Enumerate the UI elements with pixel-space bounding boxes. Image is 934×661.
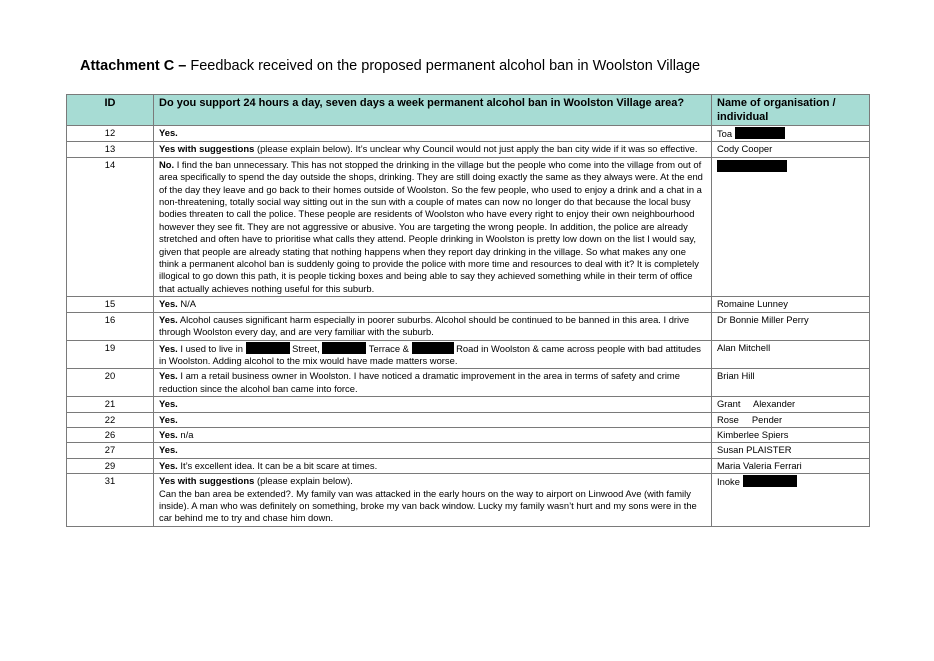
row-name: Grant Alexander (712, 397, 870, 412)
header-row (67, 95, 870, 126)
response-answer: Yes. (159, 444, 178, 456)
response-comment-part: Road in Woolston & came across people with bad attitudes in Woolston. Adding alcohol to the mix would have made matters worse. (159, 342, 701, 366)
row-name (712, 474, 870, 527)
table-row (67, 142, 870, 157)
respondent-name: Cody Cooper (717, 143, 773, 155)
row-id: 20 (67, 369, 154, 397)
response-comment: Alcohol causes significant harm especially in poorer suburbs. Alcohol should be continued to be banned in this area. I drive through Woolston every day, and are very familiar with the suburb. (159, 313, 690, 338)
row-name: Dr Bonnie Miller Perry (712, 312, 870, 340)
row-response (154, 297, 712, 312)
response-comment-part: Street, (289, 342, 323, 354)
row-name (712, 157, 870, 296)
row-response (154, 142, 712, 157)
redaction-block (743, 475, 797, 487)
row-name: Alan Mitchell (712, 340, 870, 369)
redaction-block (412, 342, 454, 354)
row-response (154, 443, 712, 458)
row-id: 13 (67, 142, 154, 157)
row-response (154, 412, 712, 427)
redaction-block (246, 342, 290, 354)
response-answer: Yes. (159, 370, 178, 382)
response-answer: Yes with suggestions (159, 143, 255, 155)
response-comment: n/a (177, 428, 194, 440)
response-comment-detail: Can the ban area be extended?. My family van was attacked in the early hours on the way to airport on Linwood Ave (with family inside). A man who was definitely on something, broke my van back window. Lucky my family wasn’t hurt and my sons were in the car behind me to try and chase him down. (159, 487, 697, 524)
row-response (154, 397, 712, 412)
row-id: 22 (67, 412, 154, 427)
row-name: Maria Valeria Ferrari (712, 458, 870, 473)
response-answer: Yes. (159, 428, 178, 440)
response-answer: Yes. (159, 313, 178, 325)
response-comment: (please explain below). It’s unclear why Council would not just apply the ban city wide if it was so effective. (254, 143, 698, 155)
row-name (712, 142, 870, 157)
response-answer: Yes. (159, 459, 178, 471)
row-id: 14 (67, 157, 154, 296)
table-row (67, 443, 870, 458)
response-comment: (please explain below). (254, 475, 353, 487)
row-response (154, 427, 712, 442)
row-name: Kimberlee Spiers (712, 427, 870, 442)
table-row (67, 312, 870, 340)
table-row (67, 474, 870, 527)
row-id: 15 (67, 297, 154, 312)
table-row (67, 297, 870, 312)
response-answer: Yes. (159, 127, 178, 138)
heading-text: Feedback received on the proposed permanent alcohol ban in Woolston Village (186, 58, 701, 74)
row-name: Brian Hill (712, 369, 870, 397)
table-row (67, 340, 870, 369)
row-response (154, 458, 712, 473)
row-response (154, 369, 712, 397)
row-id: 21 (67, 397, 154, 412)
response-answer: Yes. (159, 298, 178, 310)
row-name (712, 126, 870, 142)
row-id: 31 (67, 474, 154, 527)
row-id: 16 (67, 312, 154, 340)
respondent-name: Toa (717, 128, 733, 139)
header-id: ID (67, 95, 154, 126)
row-id: 26 (67, 427, 154, 442)
response-comment: N/A (177, 298, 197, 310)
respondent-name: Inoke (717, 476, 740, 488)
redaction-block (735, 127, 785, 139)
row-id: 29 (67, 458, 154, 473)
header-name: Name of organisation / individual (712, 95, 870, 126)
row-response (154, 312, 712, 340)
response-comment-part: Terrace & (366, 342, 412, 354)
response-answer: No. (159, 158, 175, 170)
response-answer: Yes. (159, 398, 178, 410)
row-response (154, 126, 712, 142)
row-response (154, 474, 712, 527)
redaction-block (717, 160, 787, 172)
response-comment: It’s excellent idea. It can be a bit scare at times. (177, 459, 378, 471)
response-comment: I find the ban unnecessary. This has not stopped the drinking in the village but the people who come into the village from out of area specifically to spend the day outside the shops, drinking. They are still doing exactly the same as they always were. At the end of the day they leave and go back to their homes outside of Woolston. So the few people, who used to enjoy a drink and a chat in a non-threatening, totally social way sitting out in the sun with a couple of mates can now no longer do that because the local busy bodies threaten to call the police. These people are residents of Woolston who have every right to enjoy their own neighbourhood however they see fit. They are not aggressive or abusive. You are targeting the wrong people. In addition, the police are already stretched and often have to prioritise what calls they attend. People drinking in Woolston is pretty low down on the list I would say, given that people are already stating that nothing happens when they report day drinking in the village. So what makes any one think a permanent alcohol ban is suddenly going to provide the police with more time and resources to deal with it? It is completely illogical to go down this path, it is people ticking boxes and being able to say they achieved something while in their term of office that actually achieves nothing useful for this suburb. (159, 158, 703, 294)
table-row (67, 458, 870, 473)
heading-prefix: Attachment C – (80, 58, 187, 74)
response-answer: Yes. (159, 342, 178, 354)
table-row (67, 126, 870, 142)
table-row (67, 397, 870, 412)
response-answer: Yes. (159, 413, 178, 425)
table-row (67, 427, 870, 442)
row-id: 19 (67, 340, 154, 369)
table-row (67, 157, 870, 296)
header-question: Do you support 24 hours a day, seven days a week permanent alcohol ban in Woolston Village area? (154, 95, 712, 126)
row-id: 27 (67, 443, 154, 458)
row-response (154, 340, 712, 369)
feedback-table (66, 94, 870, 527)
row-name: Romaine Lunney (712, 297, 870, 312)
row-id: 12 (67, 126, 154, 142)
redaction-block (322, 342, 366, 354)
row-name: Rose Pender (712, 412, 870, 427)
response-comment-part: I used to live in (177, 342, 246, 354)
response-answer: Yes with suggestions (159, 475, 255, 487)
table-row (67, 412, 870, 427)
row-name: Susan PLAISTER (712, 443, 870, 458)
row-response (154, 157, 712, 296)
page-heading (80, 58, 700, 74)
table-row (67, 369, 870, 397)
response-comment: I am a retail business owner in Woolston. I have noticed a dramatic improvement in the area in terms of safety and crime reduction since the alcohol ban came into force. (159, 370, 680, 394)
